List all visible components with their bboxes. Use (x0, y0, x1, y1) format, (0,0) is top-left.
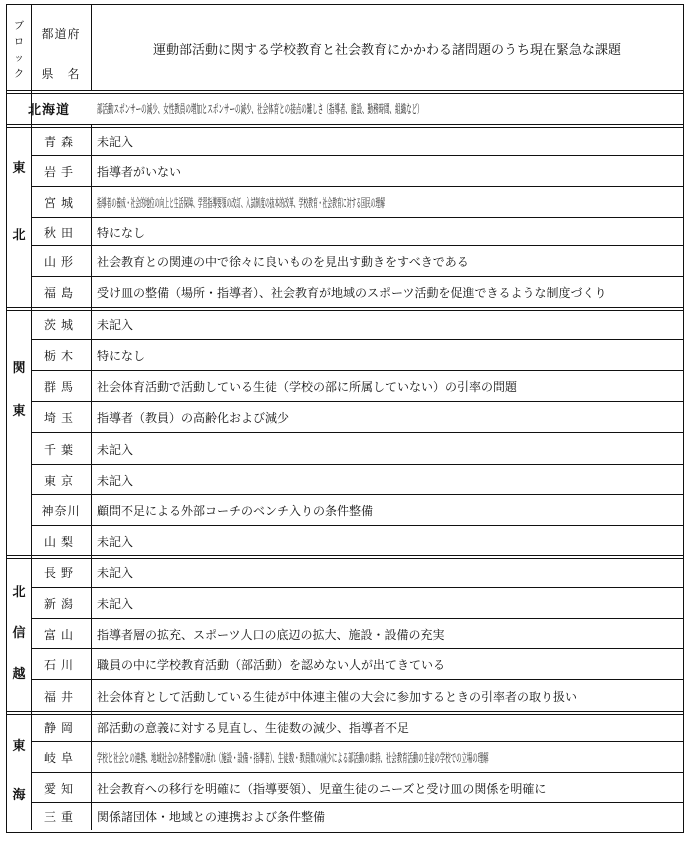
prefecture-name: 山梨 (43, 534, 78, 549)
prefecture-name: 栃木 (43, 349, 78, 363)
prefecture-name: 千葉 (43, 442, 78, 457)
prefecture-name: 宮城 (43, 196, 78, 210)
prefecture-name: 福井 (43, 689, 78, 704)
prefecture-issue-text: 学校と社会との連携、地域社会の条件整備の遅れ（施設・設備・指導者）、生徒数・教員数の減少による部活動の維持、社会教育活動の生徒の学校での立場の理解 (97, 751, 489, 765)
hokkaido-block-label: 北海道 (27, 103, 70, 118)
block-label-hokushinetsu: 北 信 越 (12, 585, 26, 682)
prefecture-name: 埼玉 (43, 411, 78, 425)
prefecture-issue (91, 465, 683, 495)
prefecture-issue (91, 156, 683, 187)
block-label-tokai: 東 海 (12, 739, 26, 803)
prefecture-issue-text: 特になし (97, 225, 146, 240)
block-header-char: ロ (14, 37, 24, 48)
prefecture-issue (91, 433, 683, 465)
prefecture-issue-text: 未記入 (97, 134, 134, 149)
prefecture-issue-text: 未記入 (97, 597, 134, 611)
block-header-char: ッ (14, 53, 24, 64)
prefecture-issue (91, 742, 683, 773)
prefecture-name: 長野 (43, 565, 78, 580)
hokkaido-issue-text: 部活動スポンサーの減少、女性教員の増加とスポンサーの減少、社会体育との接点の難しさ（指導者、施設、勤務時間、組織など） (97, 102, 423, 116)
prefecture-issue (91, 126, 683, 156)
prefecture-issue (91, 246, 683, 277)
prefecture-issue (91, 371, 683, 402)
prefecture-name: 茨城 (43, 317, 78, 332)
prefecture-issue (91, 619, 683, 649)
prefecture-name: 群馬 (43, 380, 78, 394)
prefecture-name: 愛知 (43, 781, 78, 796)
prefecture-issue (91, 773, 683, 803)
prefecture-issue-text: 未記入 (97, 473, 134, 488)
prefecture-name: 静岡 (43, 720, 78, 735)
prefecture-name: 新潟 (43, 597, 78, 611)
prefecture-name: 岐阜 (43, 751, 78, 765)
prefecture-issue-text: 関係諸団体・地域との連携および条件整備 (97, 810, 326, 824)
prefecture-header-top: 都道府 (41, 26, 81, 41)
prefecture-issue-text: 特になし (97, 349, 146, 363)
prefecture-issue-text: 指導者層の拡充、スポーツ人口の底辺の拡大、施設・設備の充実 (97, 627, 445, 642)
prefecture-name: 神奈川 (41, 504, 81, 518)
prefecture-name: 山形 (43, 255, 78, 269)
prefecture-issue-text: 未記入 (97, 565, 134, 580)
prefecture-issue-text: 職員の中に学校教育活動（部活動）を認めない人が出てきている (97, 658, 446, 672)
prefecture-issue-text: 受け皿の整備（場所・指導者）、社会教育が地域のスポーツ活動を促進できるような制度づくり (97, 286, 607, 300)
prefecture-issue-text: 社会体育として活動している生徒が中体連主催の大会に参加するときの引率者の取り扱い (97, 689, 578, 704)
prefecture-issue-text: 未記入 (97, 534, 134, 549)
prefecture-issue (91, 277, 683, 308)
prefecture-issue-text: 社会教育への移行を明確に（指導要領）、児童生徒のニーズと受け皿の関係を明確に (97, 781, 547, 796)
prefecture-issue-text: 顧問不足による外部コーチのベンチ入りの条件整備 (97, 504, 374, 518)
prefecture-name: 石川 (43, 658, 78, 672)
prefecture-name: 三重 (43, 810, 78, 824)
prefecture-issue (91, 649, 683, 680)
prefecture-issue (91, 588, 683, 619)
prefecture-issue (91, 187, 683, 218)
block-header-char: ブ (14, 21, 24, 32)
prefecture-issue-text: 指導者の養成・社会的地位の向上と生活保障、学習指導要領の改訂、入試制度の抜本的改革、学校教育・社会教育に対する国民の理解 (97, 196, 386, 210)
hokkaido-issue (91, 93, 683, 124)
prefecture-issue-text: 未記入 (97, 317, 134, 332)
block-header-char: ク (14, 69, 24, 80)
prefecture-issue (91, 308, 683, 340)
survey-table (6, 4, 684, 833)
prefecture-name: 東京 (43, 473, 78, 488)
prefecture-issue-text: 部活動の意義に対する見直し、生徒数の減少、指導者不足 (97, 720, 410, 735)
prefecture-issue (91, 803, 683, 830)
prefecture-issue-text: 社会教育との関連の中で徐々に良いものを見出す動きをすべきである (97, 255, 469, 269)
prefecture-issue (91, 680, 683, 712)
prefecture-issue (91, 402, 683, 433)
prefecture-issue (91, 526, 683, 556)
prefecture-issue-text: 未記入 (97, 442, 134, 457)
block-column-header (7, 19, 31, 83)
prefecture-header-bottom: 県 名 (41, 66, 81, 81)
prefecture-issue (91, 556, 683, 588)
prefecture-name: 秋田 (43, 225, 78, 240)
issues-column-title: 運動部活動に関する学校教育と社会教育にかかわる諸問題のうち現在緊急な課題 (152, 42, 621, 58)
prefecture-issue (91, 712, 683, 742)
block-label-kanto: 関 東 (12, 361, 26, 419)
prefecture-issue-text: 社会体育活動で活動している生徒（学校の部に所属していない）の引率の問題 (97, 380, 518, 394)
prefecture-name: 岩手 (43, 165, 78, 179)
prefecture-name: 青森 (43, 134, 78, 149)
prefecture-name: 富山 (43, 627, 78, 642)
prefecture-issue (91, 218, 683, 246)
prefecture-issue-text: 指導者がいない (97, 165, 182, 179)
prefecture-name: 福島 (43, 286, 78, 300)
prefecture-issue (91, 495, 683, 526)
prefecture-issue-text: 指導者（教員）の高齢化および減少 (97, 411, 290, 425)
prefecture-issue (91, 340, 683, 371)
block-label-tohoku: 東 北 (12, 161, 26, 243)
